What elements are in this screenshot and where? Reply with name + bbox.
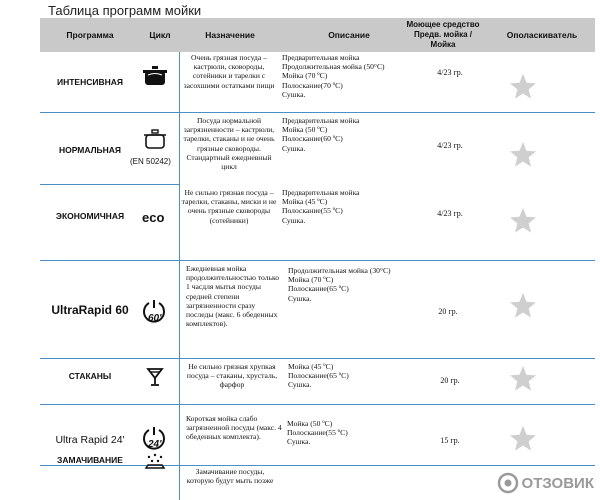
soak-icon bbox=[140, 450, 170, 472]
standard-code: (EN 50242) bbox=[130, 157, 171, 166]
program-purpose: Замачивание посуды, которую будут мыть позже bbox=[186, 467, 274, 486]
watermark-text: ОТЗОВИК bbox=[521, 474, 594, 492]
program-name: ЭКОНОМИЧНАЯ bbox=[55, 211, 125, 221]
svg-text:24': 24' bbox=[148, 439, 162, 450]
detergent-dose: 4/23 гр. bbox=[437, 209, 463, 218]
header-detergent: Моющее средство Предв. мойка / Мойка bbox=[406, 20, 480, 49]
header-program: Программа bbox=[66, 30, 114, 40]
program-description: Мойка (50 ºС) Полоскание(55 ºС) Сушка. bbox=[287, 419, 348, 447]
pot-outline-icon bbox=[140, 124, 170, 154]
program-description: Мойка (45 ºС) Полоскание(65 ºС) Сушка. bbox=[288, 362, 349, 390]
ultrarapid-24-icon bbox=[140, 424, 170, 452]
column-divider bbox=[179, 52, 180, 500]
ultrarapid-60-icon bbox=[140, 298, 170, 326]
program-description: Предварительная мойка Мойка (50 ºС) Полоскание(60 ºС) Сушка. bbox=[282, 116, 360, 153]
header-rinse-aid: Ополаскиватель bbox=[506, 30, 578, 40]
row-divider bbox=[40, 404, 595, 405]
star-icon bbox=[508, 364, 538, 394]
program-name: ИНТЕНСИВНАЯ bbox=[56, 77, 124, 87]
star-icon bbox=[508, 140, 538, 170]
row-divider bbox=[40, 260, 595, 261]
program-purpose: Короткая мойка слабо загрязненной посуды (макс. 4 обеденных комплекта). bbox=[186, 414, 282, 442]
otzovik-logo-icon bbox=[497, 472, 519, 494]
program-name: UltraRapid 60 bbox=[51, 303, 129, 317]
program-name: ЗАМАЧИВАНИЕ bbox=[57, 455, 123, 465]
program-description: Предварительная мойка Мойка (45 ºС) Полоскание(55 ºС) Сушка. bbox=[282, 188, 360, 225]
detergent-dose: 4/23 гр. bbox=[437, 141, 463, 150]
program-purpose: Очень грязная посуда – кастрюли, сковороды, сотейники и тарелки с засохшими остатками пищи bbox=[183, 53, 275, 90]
program-purpose: Не сильно грязная хрупкая посуда – стаканы, хрусталь, фарфор bbox=[186, 362, 278, 390]
program-name: НОРМАЛЬНАЯ bbox=[58, 145, 122, 155]
svg-text:60': 60' bbox=[148, 313, 162, 324]
star-icon bbox=[508, 206, 538, 236]
watermark bbox=[497, 472, 594, 494]
program-description: Предварительная мойка Продолжительная мойка (50°С) Мойка (70 ºС) Полоскание(70 ºС) Сушка. bbox=[282, 53, 385, 99]
row-divider bbox=[40, 465, 595, 466]
program-name: Ultra Rapid 24' bbox=[55, 434, 125, 446]
row-divider bbox=[40, 184, 180, 185]
row-divider bbox=[40, 358, 595, 359]
eco-icon bbox=[140, 205, 170, 229]
table-header bbox=[40, 18, 595, 52]
svg-text:eco: eco bbox=[142, 210, 165, 225]
program-purpose: Ежедневная мойка продолжительностью только 1 часдля мытья посуды средней степени загрязненности сразу последы (макс. 6 обеденных комплектов). bbox=[186, 264, 280, 329]
star-icon bbox=[508, 291, 538, 321]
page-title: Таблица программ мойки bbox=[48, 3, 202, 18]
program-purpose: Не сильно грязная посуда – тарелки, стаканы, миски и не очень грязные сковороды (сотейники) bbox=[181, 188, 277, 225]
program-name: СТАКАНЫ bbox=[68, 371, 112, 381]
glass-icon bbox=[140, 366, 170, 388]
header-purpose: Назначение bbox=[205, 30, 255, 40]
program-description: Продолжительная мойка (30°С) Мойка (70 ºС) Полоскание(65 ºС) Сушка. bbox=[288, 266, 391, 303]
program-purpose: Посуда нормальной загрязненности – кастрюли, тарелки, стаканы и не очень грязные сковороды. Стандартный ежедневный цикл bbox=[183, 116, 275, 172]
star-icon bbox=[508, 424, 538, 454]
header-cycle: Цикл bbox=[149, 30, 171, 40]
pot-icon bbox=[140, 60, 170, 90]
row-divider bbox=[40, 112, 595, 113]
detergent-dose: 20 гр. bbox=[440, 376, 460, 385]
detergent-dose: 15 гр. bbox=[440, 436, 460, 445]
detergent-dose: 20 гр. bbox=[438, 307, 458, 316]
star-icon bbox=[508, 72, 538, 102]
detergent-dose: 4/23 гр. bbox=[437, 68, 463, 77]
header-description: Описание bbox=[328, 30, 370, 40]
